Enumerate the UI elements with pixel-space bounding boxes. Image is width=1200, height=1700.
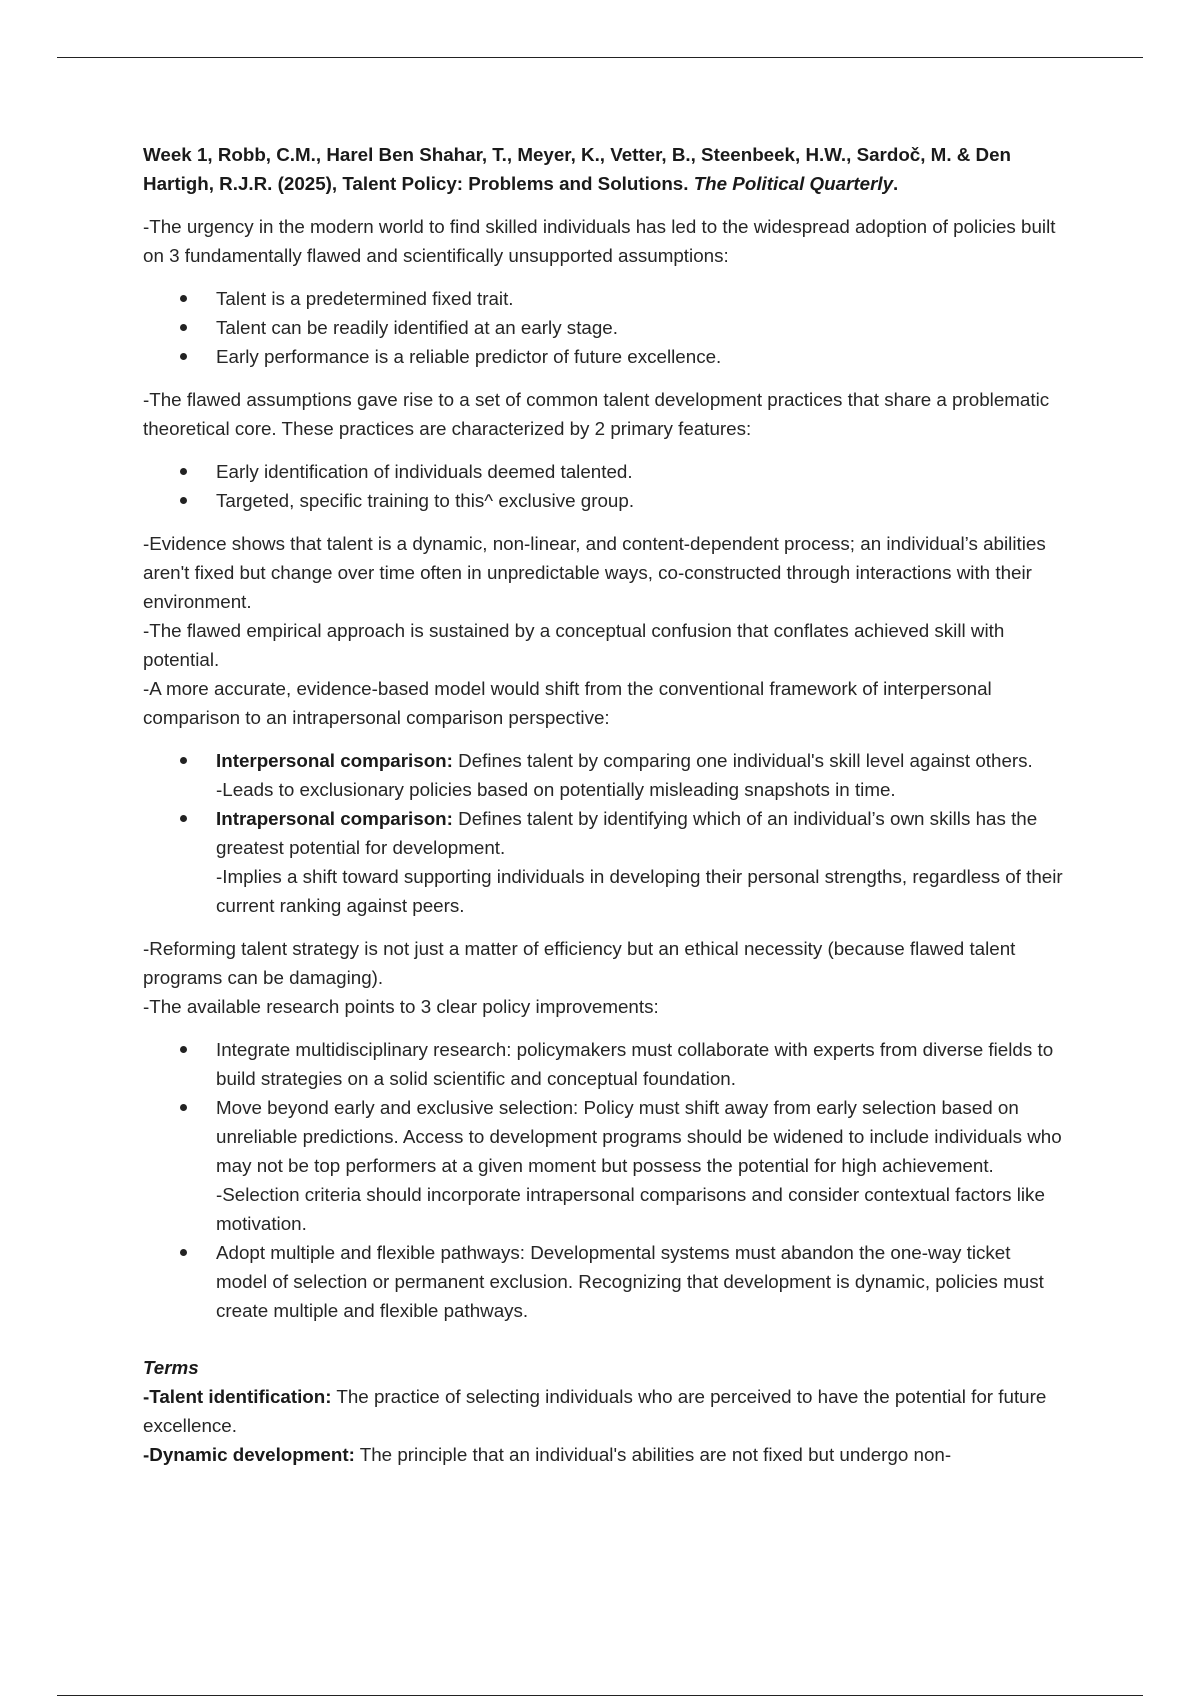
term-label: -Talent identification: <box>143 1386 332 1407</box>
term-entry <box>143 1440 1063 1469</box>
paragraph-urgency: -The urgency in the modern world to find skilled individuals has led to the widespread adoption of policies built on 3 fundamentally flawed and scientifically unsupported assumptions: <box>143 216 1056 266</box>
paragraph-evidence: -Evidence shows that talent is a dynamic, non-linear, and content-dependent process; an individual’s abilities aren't fixed but change over time often in unpredictable ways, co-constructed through interactions with their environment. <box>143 533 1046 612</box>
sub-note: -Implies a shift toward supporting individuals in developing their personal strengths, regardless of their current ranking against peers. <box>216 866 1063 916</box>
term-label: Intrapersonal comparison: <box>216 808 453 829</box>
paragraph-confusion: -The flawed empirical approach is sustained by a conceptual confusion that conflates achieved skill with potential. <box>143 620 1005 670</box>
sub-note: -Selection criteria should incorporate intrapersonal comparisons and consider contextual factors like motivation. <box>216 1184 1045 1234</box>
term-definition: The practice of selecting individuals who are perceived to have the potential for future excellence. <box>143 1386 1047 1436</box>
list-item <box>143 804 1063 920</box>
list-item: Early performance is a reliable predictor of future excellence. <box>143 342 1063 371</box>
list-item <box>143 1238 1063 1325</box>
term-definition: Defines talent by identifying which of an individual’s own skills has the greatest potential for development. <box>216 808 1038 858</box>
footer-rule <box>57 1695 1143 1696</box>
term-label: Interpersonal comparison: <box>216 750 453 771</box>
journal-title: The Political Quarterly <box>693 173 894 194</box>
list-item: Talent is a predetermined fixed trait. <box>143 284 1063 313</box>
citation-text: Week 1, Robb, C.M., Harel Ben Shahar, T., Meyer, K., Vetter, B., Steenbeek, H.W., Sardoč, M. & Den Hartigh, R.J.R. (2025), Talent Policy: Problems and Solutions. <box>143 144 1012 194</box>
term-definition: Defines talent by comparing one individual's skill level against others. <box>452 750 1033 771</box>
list-item-text: Adopt multiple and flexible pathways: Developmental systems must abandon the one-way ticket model of selection or permanent exclusion. Recognizing that development is dynamic, policies must create multiple and flexible pathways. <box>216 1242 1044 1321</box>
paragraph-practices: -The flawed assumptions gave rise to a set of common talent development practices that share a problematic theoretical core. These practices are characterized by 2 primary features: <box>143 389 1050 439</box>
term-entry <box>143 1382 1063 1440</box>
header-rule <box>57 57 1143 58</box>
list-item <box>143 1093 1063 1238</box>
sub-note: -Leads to exclusionary policies based on potentially misleading snapshots in time. <box>216 779 896 800</box>
term-definition: The principle that an individual's abilities are not fixed but undergo non- <box>354 1444 952 1465</box>
list-item: Talent can be readily identified at an early stage. <box>143 313 1063 342</box>
paragraph-reform: -Reforming talent strategy is not just a matter of efficiency but an ethical necessity (because flawed talent programs can be damaging). <box>143 938 1016 988</box>
paragraph-research: -The available research points to 3 clear policy improvements: <box>143 996 659 1017</box>
citation-end: . <box>893 173 899 194</box>
improvements-list <box>143 1035 1063 1325</box>
document-body <box>143 140 1063 1469</box>
comparison-list <box>143 746 1063 920</box>
terms-title: Terms <box>143 1357 199 1378</box>
list-item: Early identification of individuals deemed talented. <box>143 457 1063 486</box>
term-label: -Dynamic development: <box>143 1444 355 1465</box>
list-item <box>143 746 1063 804</box>
list-item-text: Move beyond early and exclusive selection: Policy must shift away from early selection based on unreliable predictions. Access to development programs should be widened to include individuals who may not be top performers at a given moment but possess the potential for high achievement. <box>216 1097 1062 1176</box>
list-item <box>143 1035 1063 1093</box>
assumptions-list <box>143 284 1063 371</box>
paragraph-model: -A more accurate, evidence-based model would shift from the conventional framework of interpersonal comparison to an intrapersonal comparison perspective: <box>143 678 992 728</box>
citation-heading <box>143 140 1063 198</box>
practices-list <box>143 457 1063 515</box>
list-item-text: Integrate multidisciplinary research: policymakers must collaborate with experts from diverse fields to build strategies on a solid scientific and conceptual foundation. <box>216 1039 1054 1089</box>
list-item: Targeted, specific training to this^ exclusive group. <box>143 486 1063 515</box>
